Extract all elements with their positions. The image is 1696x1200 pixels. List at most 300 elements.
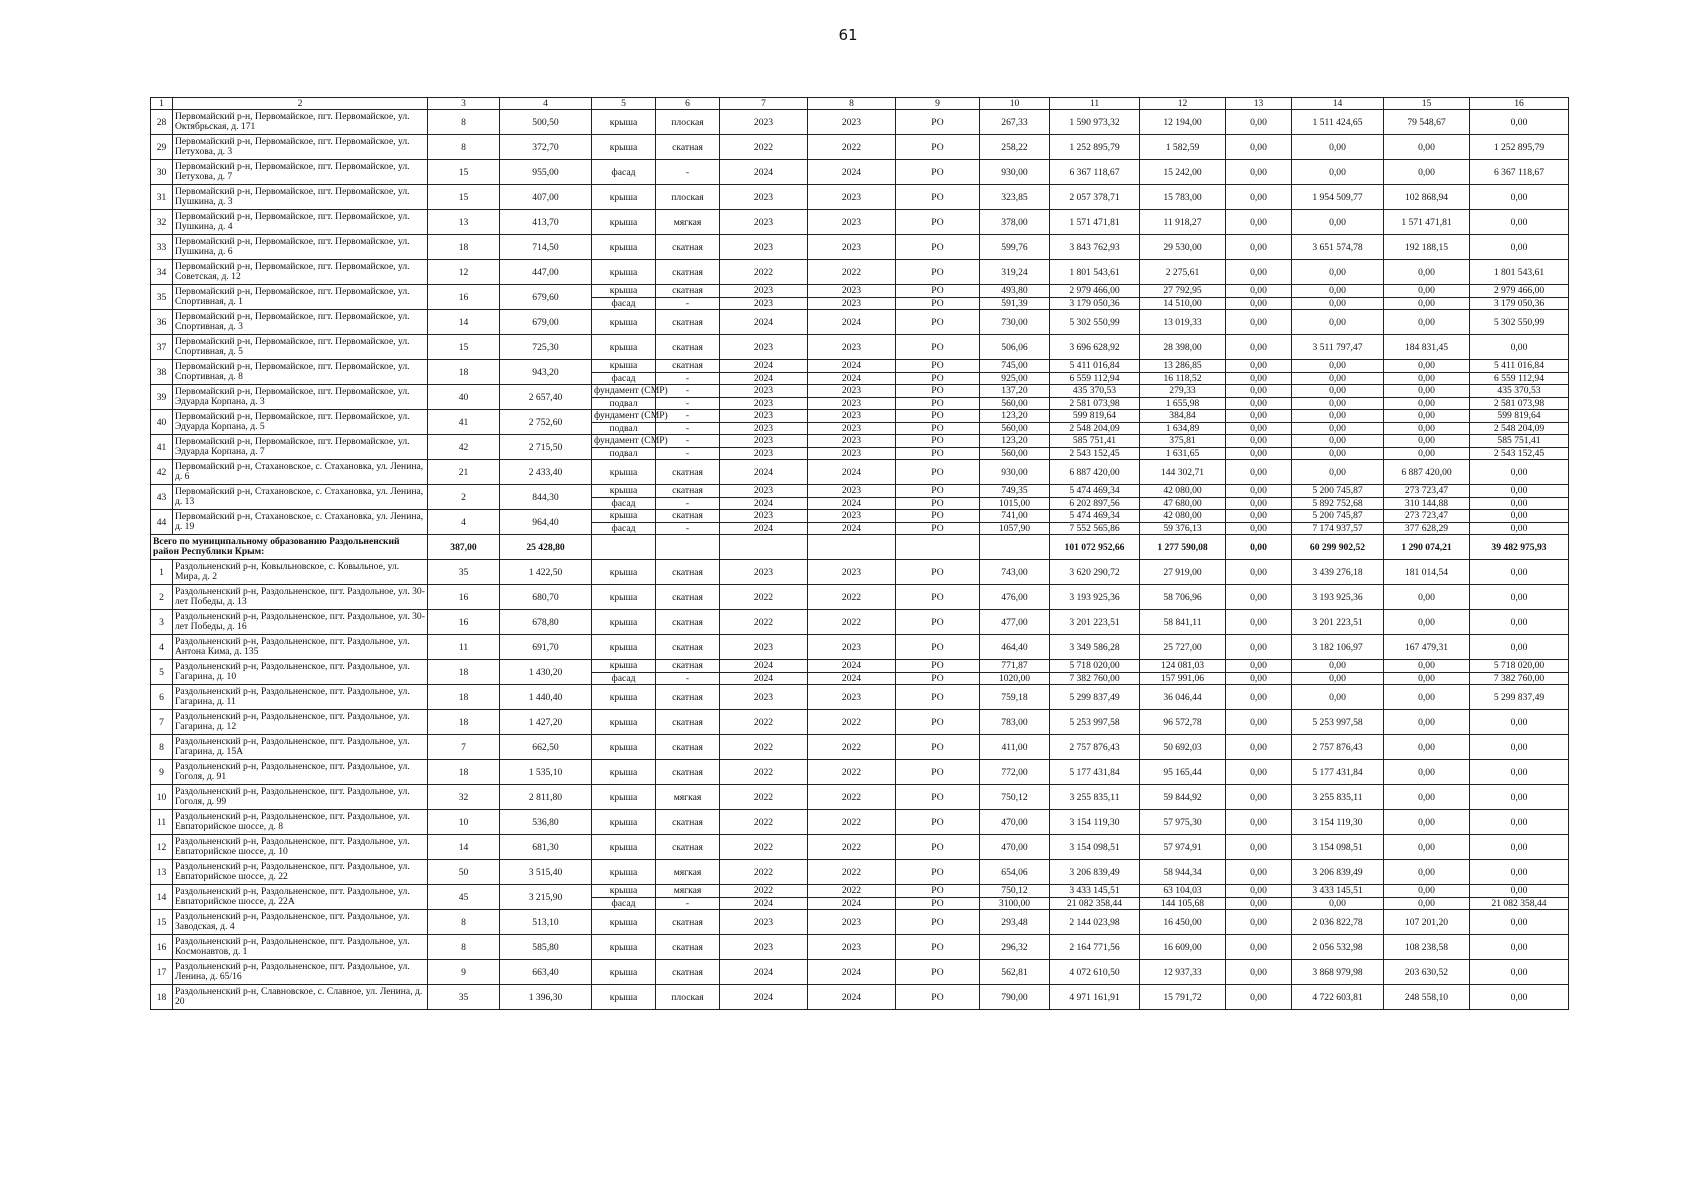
cell-c6: скатная — [656, 460, 720, 485]
cell-c7: 2024 — [720, 522, 808, 535]
cell-c7: 2023 — [720, 285, 808, 298]
cell-c5: крыша — [592, 635, 656, 660]
table-row — [151, 660, 1569, 673]
cell-c11: 2 757 876,43 — [1050, 735, 1140, 760]
cell-c6: - — [656, 160, 720, 185]
cell-c9: РО — [896, 760, 980, 785]
cell-c14: 0,00 — [1292, 160, 1384, 185]
cell-c15: 6 887 420,00 — [1384, 460, 1470, 485]
cell-c9: РО — [896, 285, 980, 298]
table-row — [151, 735, 1569, 760]
address-cell: Первомайский р-н, Стахановское, с. Стахановка, ул. Ленина, д. 13 — [173, 485, 428, 510]
cell-c9: РО — [896, 497, 980, 510]
cell-col-3: 11 — [428, 635, 500, 660]
cell-c5: фасад — [592, 672, 656, 685]
cell-c9: РО — [896, 672, 980, 685]
cell-c14: 3 651 574,78 — [1292, 235, 1384, 260]
cell-c14: 1 511 424,65 — [1292, 110, 1384, 135]
row-number-cell: 28 — [151, 110, 173, 135]
cell-col-3: 15 — [428, 185, 500, 210]
cell-c12: 16 609,00 — [1140, 935, 1226, 960]
cell-c12: 27 792,95 — [1140, 285, 1226, 298]
cell-c11: 3 201 223,51 — [1050, 610, 1140, 635]
cell-col-3: 18 — [428, 760, 500, 785]
cell-c11: 7 382 760,00 — [1050, 672, 1140, 685]
row-number-cell: 29 — [151, 135, 173, 160]
cell-c10: 743,00 — [980, 560, 1050, 585]
cell-c11: 1 801 543,61 — [1050, 260, 1140, 285]
cell-c14: 2 757 876,43 — [1292, 735, 1384, 760]
cell-c9: РО — [896, 810, 980, 835]
table-row — [151, 335, 1569, 360]
cell-c13: 0,00 — [1226, 935, 1292, 960]
cell-c7: 2023 — [720, 385, 808, 398]
cell-c7: 2023 — [720, 297, 808, 310]
cell-c10: 930,00 — [980, 160, 1050, 185]
table-row — [151, 860, 1569, 885]
cell-c8: 2023 — [808, 285, 896, 298]
cell-col-4: 372,70 — [500, 135, 592, 160]
cell-c5: фасад — [592, 497, 656, 510]
cell-c6: - — [656, 435, 720, 448]
cell-c13: 0,00 — [1226, 785, 1292, 810]
cell-c6: скатная — [656, 335, 720, 360]
cell-c9: РО — [896, 110, 980, 135]
cell-c7: 2024 — [720, 985, 808, 1010]
row-number-cell: 9 — [151, 760, 173, 785]
cell-c16: 0,00 — [1470, 110, 1569, 135]
cell-c7: 2023 — [720, 335, 808, 360]
row-number-cell: 38 — [151, 360, 173, 385]
cell-c11: 2 057 378,71 — [1050, 185, 1140, 210]
row-number-cell: 17 — [151, 960, 173, 985]
address-cell: Раздольненский р-н, Раздольненское, пгт. Раздольное, ул. Евпаторийское шоссе, д. 8 — [173, 810, 428, 835]
cell-col-3: 18 — [428, 360, 500, 385]
cell-c11: 3 255 835,11 — [1050, 785, 1140, 810]
table-row — [151, 310, 1569, 335]
row-number-cell: 41 — [151, 435, 173, 460]
cell-c8: 2023 — [808, 935, 896, 960]
cell-c12: 16 118,52 — [1140, 372, 1226, 385]
cell-c12: 2 275,61 — [1140, 260, 1226, 285]
cell-col-3: 15 — [428, 160, 500, 185]
cell-c12: 1 634,89 — [1140, 422, 1226, 435]
cell-c14: 3 193 925,36 — [1292, 585, 1384, 610]
cell-c13: 0,00 — [1226, 985, 1292, 1010]
row-number-cell: 13 — [151, 860, 173, 885]
row-number-cell: 42 — [151, 460, 173, 485]
cell-c5: крыша — [592, 760, 656, 785]
address-cell: Раздольненский р-н, Раздольненское, пгт. Раздольное, ул. Евпаторийское шоссе, д. 10 — [173, 835, 428, 860]
cell-c13: 0,00 — [1226, 610, 1292, 635]
cell-c16: 0,00 — [1470, 885, 1569, 898]
cell-c10: 378,00 — [980, 210, 1050, 235]
cell-c12: 96 572,78 — [1140, 710, 1226, 735]
cell-c16: 2 581 073,98 — [1470, 397, 1569, 410]
cell-col-4: 1 440,40 — [500, 685, 592, 710]
row-number-cell: 4 — [151, 635, 173, 660]
cell-c8: 2024 — [808, 522, 896, 535]
cell-c15: 0,00 — [1384, 610, 1470, 635]
cell-c13: 0,00 — [1226, 110, 1292, 135]
column-number-header: 1 — [151, 98, 173, 110]
total-c12: 1 277 590,08 — [1140, 535, 1226, 560]
cell-c14: 3 439 276,18 — [1292, 560, 1384, 585]
cell-c5: крыша — [592, 835, 656, 860]
cell-c16: 5 411 016,84 — [1470, 360, 1569, 373]
cell-c12: 42 080,00 — [1140, 485, 1226, 498]
cell-c14: 0,00 — [1292, 372, 1384, 385]
cell-c13: 0,00 — [1226, 760, 1292, 785]
cell-c8: 2022 — [808, 835, 896, 860]
cell-c6: - — [656, 897, 720, 910]
cell-c12: 13 019,33 — [1140, 310, 1226, 335]
cell-c10: 560,00 — [980, 397, 1050, 410]
cell-c11: 2 979 466,00 — [1050, 285, 1140, 298]
cell-c14: 2 036 822,78 — [1292, 910, 1384, 935]
address-cell: Раздольненский р-н, Раздольненское, пгт. Раздольное, ул. Евпаторийское шоссе, д. 22А — [173, 885, 428, 910]
cell-c8: 2023 — [808, 210, 896, 235]
cell-c13: 0,00 — [1226, 860, 1292, 885]
cell-c14: 0,00 — [1292, 360, 1384, 373]
cell-col-3: 8 — [428, 910, 500, 935]
cell-c12: 42 080,00 — [1140, 510, 1226, 523]
cell-c6: - — [656, 497, 720, 510]
cell-c7: 2023 — [720, 235, 808, 260]
cell-c12: 58 841,11 — [1140, 610, 1226, 635]
row-number-cell: 12 — [151, 835, 173, 860]
cell-c9: РО — [896, 935, 980, 960]
cell-c15: 0,00 — [1384, 285, 1470, 298]
cell-c10: 772,00 — [980, 760, 1050, 785]
row-number-cell: 14 — [151, 885, 173, 910]
cell-c9: РО — [896, 372, 980, 385]
cell-c7: 2024 — [720, 897, 808, 910]
cell-c6: скатная — [656, 585, 720, 610]
cell-c16: 0,00 — [1470, 960, 1569, 985]
cell-c5: крыша — [592, 485, 656, 498]
cell-c6: - — [656, 410, 720, 423]
cell-c9: РО — [896, 447, 980, 460]
cell-c15: 0,00 — [1384, 660, 1470, 673]
cell-c15: 0,00 — [1384, 735, 1470, 760]
total-c14: 60 299 902,52 — [1292, 535, 1384, 560]
row-number-cell: 39 — [151, 385, 173, 410]
column-number-header: 12 — [1140, 98, 1226, 110]
cell-c10: 1015,00 — [980, 497, 1050, 510]
cell-c16: 585 751,41 — [1470, 435, 1569, 448]
cell-c13: 0,00 — [1226, 410, 1292, 423]
column-number-header: 3 — [428, 98, 500, 110]
cell-c8: 2024 — [808, 960, 896, 985]
cell-c8: 2023 — [808, 235, 896, 260]
cell-c14: 5 892 752,68 — [1292, 497, 1384, 510]
cell-c10: 464,40 — [980, 635, 1050, 660]
cell-c8: 2023 — [808, 447, 896, 460]
cell-col-3: 13 — [428, 210, 500, 235]
cell-c13: 0,00 — [1226, 497, 1292, 510]
cell-c12: 95 165,44 — [1140, 760, 1226, 785]
cell-c6: плоская — [656, 110, 720, 135]
cell-c16: 0,00 — [1470, 935, 1569, 960]
cell-c16: 2 543 152,45 — [1470, 447, 1569, 460]
cell-c5: крыша — [592, 710, 656, 735]
row-number-cell: 15 — [151, 910, 173, 935]
cell-c8: 2022 — [808, 885, 896, 898]
cell-c10: 3100,00 — [980, 897, 1050, 910]
cell-c11: 6 367 118,67 — [1050, 160, 1140, 185]
cell-c12: 14 510,00 — [1140, 297, 1226, 310]
address-cell: Первомайский р-н, Первомайское, пгт. Первомайское, ул. Эдуарда Корпана, д. 7 — [173, 435, 428, 460]
cell-c12: 15 783,00 — [1140, 185, 1226, 210]
cell-c14: 0,00 — [1292, 460, 1384, 485]
cell-c14: 1 954 509,77 — [1292, 185, 1384, 210]
cell-c15: 0,00 — [1384, 785, 1470, 810]
cell-c7: 2024 — [720, 160, 808, 185]
cell-c5: крыша — [592, 310, 656, 335]
total-label-cell: Всего по муниципальному образованию Раздольненский район Республики Крым: — [151, 535, 428, 560]
cell-c12: 15 242,00 — [1140, 160, 1226, 185]
cell-c11: 2 164 771,56 — [1050, 935, 1140, 960]
cell-c14: 3 201 223,51 — [1292, 610, 1384, 635]
address-cell: Первомайский р-н, Первомайское, пгт. Первомайское, ул. Октябрьская, д. 171 — [173, 110, 428, 135]
cell-c5: подвал — [592, 422, 656, 435]
cell-c6: мягкая — [656, 885, 720, 898]
cell-c16: 7 382 760,00 — [1470, 672, 1569, 685]
cell-c9: РО — [896, 835, 980, 860]
cell-c12: 15 791,72 — [1140, 985, 1226, 1010]
cell-c14: 0,00 — [1292, 422, 1384, 435]
cell-c7: 2022 — [720, 735, 808, 760]
cell-c7: 2023 — [720, 185, 808, 210]
cell-c10: 137,20 — [980, 385, 1050, 398]
cell-c14: 5 253 997,58 — [1292, 710, 1384, 735]
cell-c14: 3 182 106,97 — [1292, 635, 1384, 660]
cell-col-4: 662,50 — [500, 735, 592, 760]
cell-c11: 3 154 119,30 — [1050, 810, 1140, 835]
table-row — [151, 785, 1569, 810]
cell-col-4: 679,00 — [500, 310, 592, 335]
program-table-container — [150, 97, 1568, 1010]
total-row — [151, 535, 1569, 560]
cell-c11: 5 177 431,84 — [1050, 760, 1140, 785]
cell-c5: фасад — [592, 372, 656, 385]
cell-c8: 2023 — [808, 385, 896, 398]
cell-c10: 319,24 — [980, 260, 1050, 285]
cell-c15: 0,00 — [1384, 897, 1470, 910]
address-cell: Первомайский р-н, Первомайское, пгт. Первомайское, ул. Спортивная, д. 3 — [173, 310, 428, 335]
cell-c9: РО — [896, 660, 980, 673]
empty-cell — [720, 535, 808, 560]
cell-c11: 585 751,41 — [1050, 435, 1140, 448]
cell-c13: 0,00 — [1226, 397, 1292, 410]
cell-c5: крыша — [592, 285, 656, 298]
cell-col-3: 2 — [428, 485, 500, 510]
row-number-cell: 5 — [151, 660, 173, 685]
cell-c14: 5 200 745,87 — [1292, 510, 1384, 523]
cell-c12: 63 104,03 — [1140, 885, 1226, 898]
cell-c7: 2023 — [720, 560, 808, 585]
column-number-header: 10 — [980, 98, 1050, 110]
table-row — [151, 210, 1569, 235]
cell-c12: 12 194,00 — [1140, 110, 1226, 135]
cell-c7: 2024 — [720, 960, 808, 985]
cell-c10: 560,00 — [980, 422, 1050, 435]
table-row — [151, 110, 1569, 135]
cell-c7: 2023 — [720, 935, 808, 960]
cell-c8: 2023 — [808, 510, 896, 523]
cell-col-3: 4 — [428, 510, 500, 535]
table-row — [151, 560, 1569, 585]
cell-c7: 2024 — [720, 360, 808, 373]
cell-c9: РО — [896, 460, 980, 485]
cell-c9: РО — [896, 135, 980, 160]
cell-c5: подвал — [592, 447, 656, 460]
cell-col-4: 663,40 — [500, 960, 592, 985]
cell-col-4: 2 657,40 — [500, 385, 592, 410]
cell-c13: 0,00 — [1226, 585, 1292, 610]
cell-c16: 0,00 — [1470, 860, 1569, 885]
table-row — [151, 685, 1569, 710]
cell-c7: 2022 — [720, 760, 808, 785]
table-row — [151, 710, 1569, 735]
column-number-header: 9 — [896, 98, 980, 110]
cell-c16: 5 302 550,99 — [1470, 310, 1569, 335]
cell-c8: 2022 — [808, 585, 896, 610]
address-cell: Первомайский р-н, Первомайское, пгт. Первомайское, ул. Спортивная, д. 5 — [173, 335, 428, 360]
table-row — [151, 260, 1569, 285]
cell-col-4: 447,00 — [500, 260, 592, 285]
cell-c12: 25 727,00 — [1140, 635, 1226, 660]
cell-c15: 0,00 — [1384, 585, 1470, 610]
cell-c10: 750,12 — [980, 885, 1050, 898]
cell-c12: 375,81 — [1140, 435, 1226, 448]
cell-c8: 2023 — [808, 410, 896, 423]
column-number-header: 7 — [720, 98, 808, 110]
cell-c16: 0,00 — [1470, 210, 1569, 235]
cell-c6: - — [656, 422, 720, 435]
cell-c11: 599 819,64 — [1050, 410, 1140, 423]
cell-c5: крыша — [592, 785, 656, 810]
cell-c9: РО — [896, 510, 980, 523]
cell-c16: 3 179 050,36 — [1470, 297, 1569, 310]
table-row — [151, 410, 1569, 423]
empty-cell — [808, 535, 896, 560]
cell-c8: 2023 — [808, 397, 896, 410]
cell-col-4: 2 433,40 — [500, 460, 592, 485]
cell-c13: 0,00 — [1226, 672, 1292, 685]
row-number-cell: 18 — [151, 985, 173, 1010]
cell-c6: - — [656, 672, 720, 685]
cell-c16: 2 979 466,00 — [1470, 285, 1569, 298]
cell-c11: 3 843 762,93 — [1050, 235, 1140, 260]
cell-c6: скатная — [656, 135, 720, 160]
table-row — [151, 285, 1569, 298]
cell-c11: 6 559 112,94 — [1050, 372, 1140, 385]
cell-c9: РО — [896, 985, 980, 1010]
cell-c14: 5 177 431,84 — [1292, 760, 1384, 785]
cell-c5: крыша — [592, 810, 656, 835]
cell-c7: 2022 — [720, 810, 808, 835]
cell-c8: 2022 — [808, 785, 896, 810]
cell-col-3: 10 — [428, 810, 500, 835]
cell-col-4: 3 215,90 — [500, 885, 592, 910]
cell-c5: крыша — [592, 510, 656, 523]
cell-c12: 384,84 — [1140, 410, 1226, 423]
table-row — [151, 910, 1569, 935]
cell-c5: фасад — [592, 160, 656, 185]
cell-col-3: 8 — [428, 135, 500, 160]
empty-cell — [656, 535, 720, 560]
cell-c7: 2024 — [720, 310, 808, 335]
cell-c12: 16 450,00 — [1140, 910, 1226, 935]
cell-c11: 2 581 073,98 — [1050, 397, 1140, 410]
cell-col-4: 1 396,30 — [500, 985, 592, 1010]
cell-c16: 0,00 — [1470, 235, 1569, 260]
cell-c9: РО — [896, 435, 980, 448]
cell-c14: 0,00 — [1292, 135, 1384, 160]
cell-c15: 0,00 — [1384, 760, 1470, 785]
cell-c11: 6 202 897,56 — [1050, 497, 1140, 510]
cell-c11: 3 179 050,36 — [1050, 297, 1140, 310]
cell-c15: 0,00 — [1384, 810, 1470, 835]
cell-col-4: 955,00 — [500, 160, 592, 185]
cell-col-4: 691,70 — [500, 635, 592, 660]
cell-c15: 192 188,15 — [1384, 235, 1470, 260]
cell-c12: 57 975,30 — [1140, 810, 1226, 835]
cell-c10: 123,20 — [980, 410, 1050, 423]
cell-c15: 79 548,67 — [1384, 110, 1470, 135]
cell-c16: 2 548 204,09 — [1470, 422, 1569, 435]
cell-c11: 5 718 020,00 — [1050, 660, 1140, 673]
cell-c7: 2023 — [720, 910, 808, 935]
cell-c14: 3 868 979,98 — [1292, 960, 1384, 985]
cell-c6: - — [656, 372, 720, 385]
cell-c6: скатная — [656, 610, 720, 635]
cell-c11: 1 571 471,81 — [1050, 210, 1140, 235]
cell-c14: 0,00 — [1292, 897, 1384, 910]
cell-c16: 0,00 — [1470, 810, 1569, 835]
table-row — [151, 485, 1569, 498]
address-cell: Раздольненский р-н, Раздольненское, пгт. Раздольное, ул. Космонавтов, д. 1 — [173, 935, 428, 960]
address-cell: Первомайский р-н, Стахановское, с. Стахановка, ул. Ленина, д. 19 — [173, 510, 428, 535]
cell-c5: крыша — [592, 235, 656, 260]
cell-c15: 0,00 — [1384, 710, 1470, 735]
cell-c12: 58 706,96 — [1140, 585, 1226, 610]
address-cell: Раздольненский р-н, Раздольненское, пгт. Раздольное, ул. Гагарина, д. 11 — [173, 685, 428, 710]
cell-c7: 2022 — [720, 610, 808, 635]
cell-c16: 0,00 — [1470, 185, 1569, 210]
cell-c13: 0,00 — [1226, 260, 1292, 285]
row-number-cell: 32 — [151, 210, 173, 235]
table-body — [151, 110, 1569, 1010]
column-number-header: 15 — [1384, 98, 1470, 110]
cell-c15: 273 723,47 — [1384, 485, 1470, 498]
cell-c14: 2 056 532,98 — [1292, 935, 1384, 960]
cell-c7: 2023 — [720, 485, 808, 498]
cell-col-4: 536,80 — [500, 810, 592, 835]
cell-c14: 7 174 937,57 — [1292, 522, 1384, 535]
cell-c15: 310 144,88 — [1384, 497, 1470, 510]
cell-col-4: 2 715,50 — [500, 435, 592, 460]
cell-c7: 2022 — [720, 785, 808, 810]
total-c15: 1 290 074,21 — [1384, 535, 1470, 560]
table-row — [151, 585, 1569, 610]
cell-col-4: 943,20 — [500, 360, 592, 385]
cell-c5: фундамент (СМР) — [592, 435, 656, 448]
cell-c10: 741,00 — [980, 510, 1050, 523]
cell-c10: 493,80 — [980, 285, 1050, 298]
